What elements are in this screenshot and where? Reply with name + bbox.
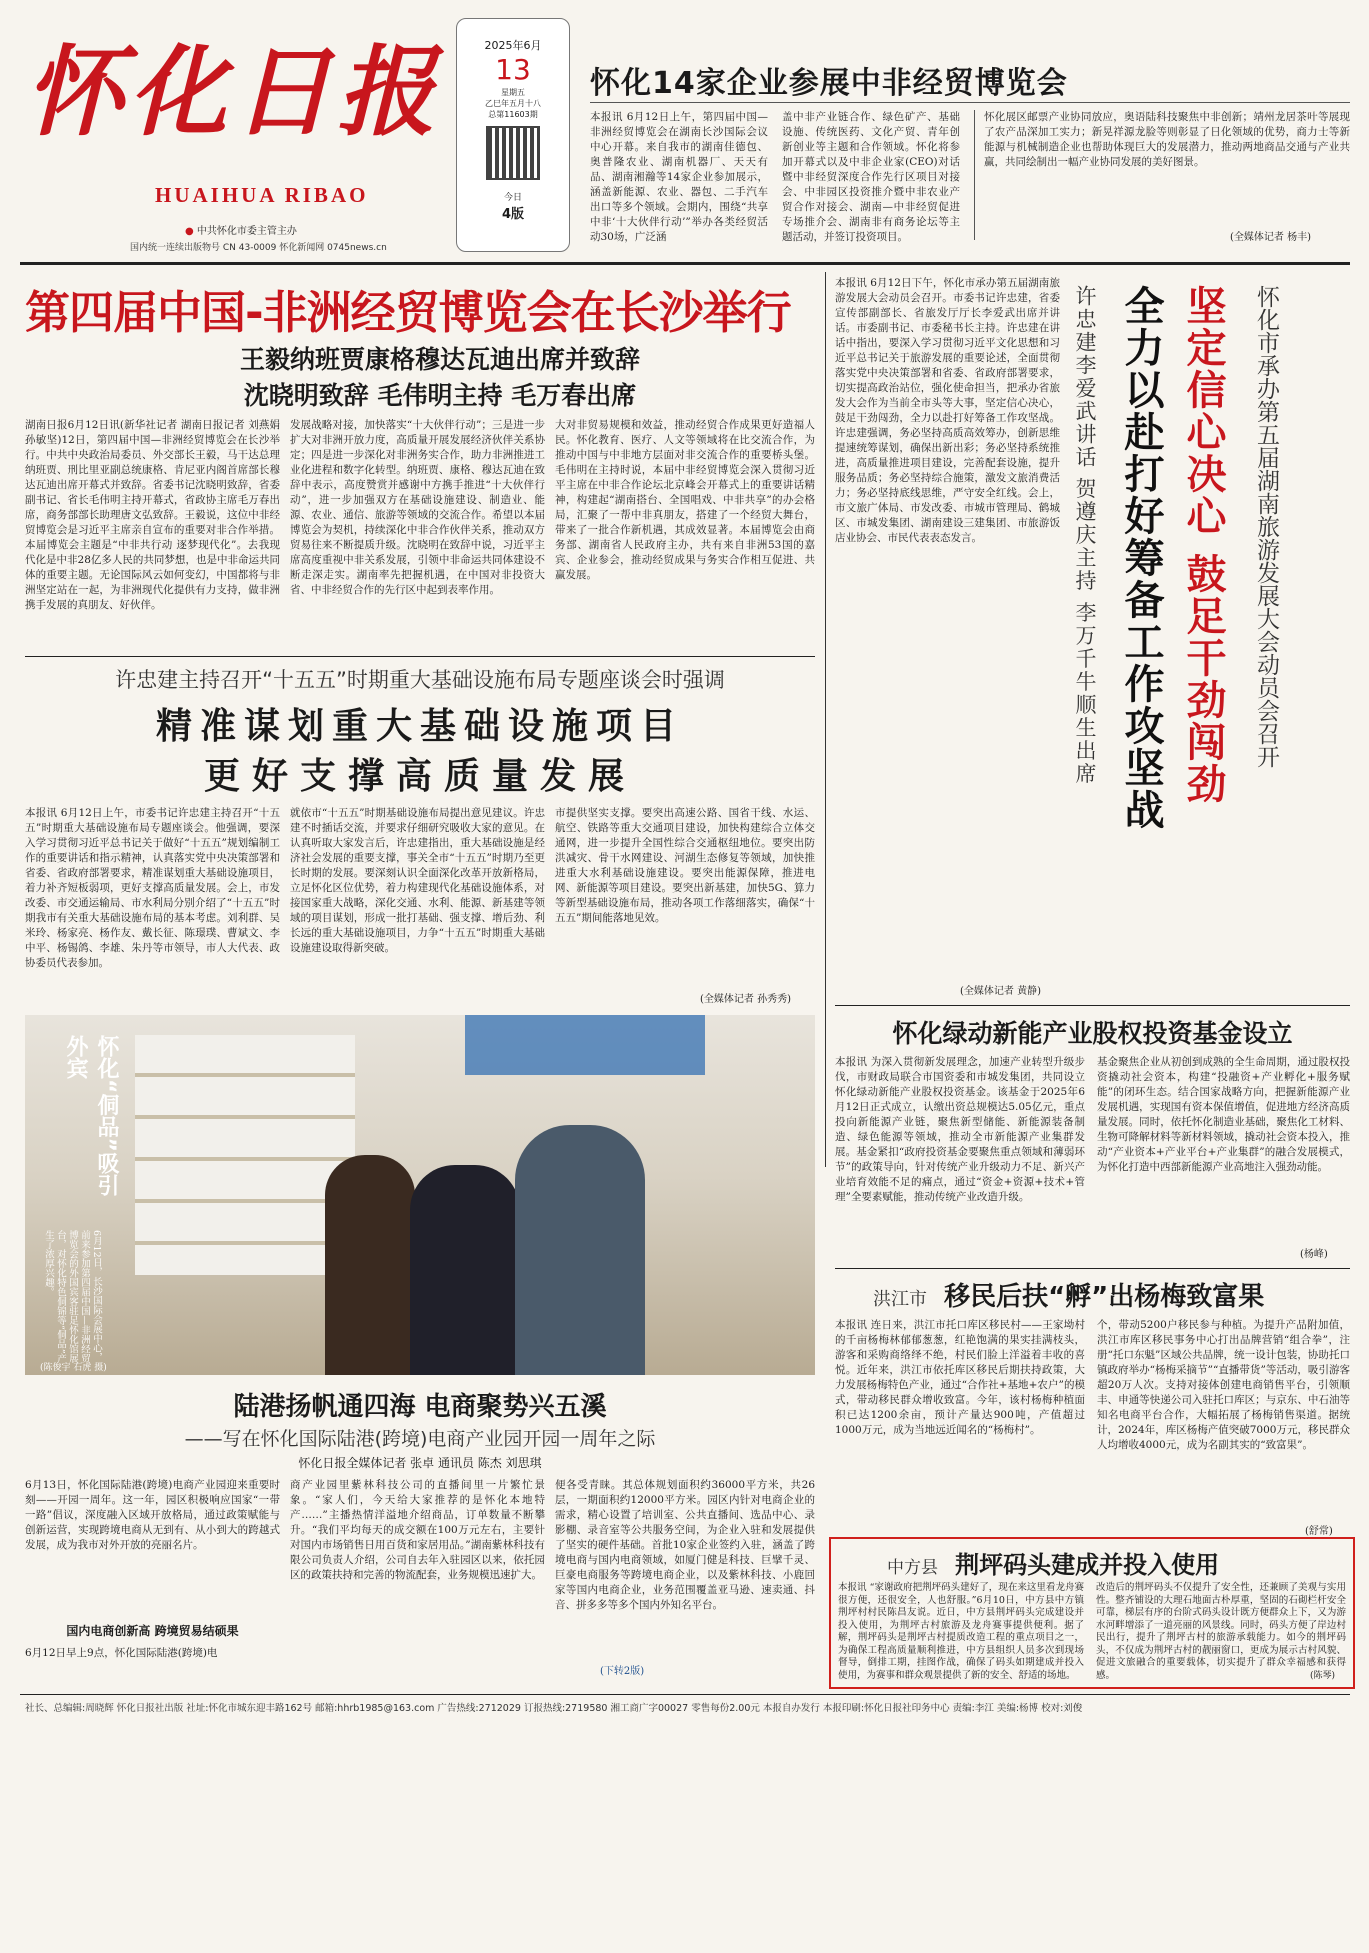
infra-headline-2: 更好支撑高质量发展	[203, 756, 636, 797]
migrant-kicker: 洪江市	[873, 1289, 927, 1310]
top-story-col2: 盖中非产业链合作、绿色矿产、基础设施、传统医药、文化产贸、青年创新创业等主题和合作领域。怀化将参加开幕式以及中非企业家(CEO)对话暨中非经贸深度合作先行区项目对接会、中非园区投资推介暨中非农业产贸合作对接会、湖南—中非经贸促进专场推介会、湖南非有商务论坛等主题活动，并签订投资项目。	[782, 111, 960, 243]
infra-col2: 就依市“十五五”时期基础设施布局提出意见建议。许忠建不时插话交流，并要求仔细研究吸收大家的意见。在认真听取大家发言后，许忠建指出，重大基础设施是经济社会发展的重要支撑，事关全市“十五五”时期乃至更长时期的发展。要深刻认识全面深化改革开放新格局，立足怀化区位优势，着力构建现代化基础设施体系，对接国家重大战略，深化交通、水利、能源、新基建等领域的项目谋划，形成一批打基础、强支撑、增后劲、利长远的重大基础设施项目，力争“十五五”时期重大基础设施建设取得新突破。	[290, 807, 545, 954]
photo-caption: 6月12日，长沙国际会展中心，前来参加第四届中国—非洲经贸博览会的外国宾客驻足怀化馆展台，对怀化特色侗锦等“侗品”产生了浓厚兴趣。	[43, 1230, 102, 1364]
date-pages: 4版	[501, 207, 525, 222]
migrant-byline: (舒常)	[1305, 1526, 1333, 1537]
side-story-body: 本报讯 6月12日下午，怀化市承办第五届湖南旅游发展大会动员会召开。市委书记许忠建，省委宣传部副部长、省旅发厅厅长李爱武出席并讲话。市委副书记、市委秘书长主持。许忠建在讲话中指出，要深入学习贯彻习近平文化思想和习近平总书记关于旅游发展的重要论述，全面贯彻落实党中央决策部署和省委、省政府部署要求，切实提高政治站位，强化使命担当，把承办省旅发大会作为当前全市头等大事，坚定信心决心，鼓足干劲闯劲，全力以赴打好筹备工作攻坚战。许忠建强调，务必坚持高质高效筹办，创新思维提速统筹谋划，确保出新出彩；务必坚持系统推进，高质量推进项目建设，完善配套设施，提升服务品质；务必坚持综合施策，激发文旅消费活力；务必坚持底线思维，严守安全红线。会上，市文旅广体局、市发改委、市城市管理局、鹤城区、市城发集团、湖南建设三建集团、市旅游饭店业协会、市民代表表态发言。	[835, 277, 1060, 544]
fund-byline: (杨峰)	[1300, 1249, 1328, 1260]
lead-subhead-2: 沈晓明致辞 毛伟明主持 毛万春出席	[243, 381, 637, 410]
ecommerce-byline-top: 怀化日报全媒体记者 张卓 通讯员 陈杰 刘思琪	[298, 1456, 542, 1470]
date-issue: 总第11603期	[488, 110, 538, 119]
date-today-label: 今日	[503, 193, 522, 203]
infra-col3: 市提供坚实支撑。要突出高速公路、国省干线、水运、航空、铁路等重大交通项目建设，加快构建综合立体交通网，进一步提升全国性综合交通枢纽地位。要突出防洪减灾、骨干水网建设、河湖生态修复等领域，加快推进重大水利基础设施建设。要突出能源保障，推进电网、新能源等项目建设。要突出新基建，加快5G、算力等新型基础设施布局，推动各项工作落细落实，确保“十五五”期间能落地见效。	[555, 807, 815, 924]
fund-headline: 怀化绿动新能产业股权投资基金设立	[892, 1019, 1293, 1048]
lead-col2: 发展战略对接，加快落实“十大伙伴行动”；三是进一步扩大对非洲开放力度，高质量开展发展经济伙伴关系协定；四是进一步深化对非洲务实合作，助力非洲推进工业化进程和数字化转型。纳班贾、康格、穆达瓦迪在致辞中表示，高度赞赏并感谢中方携手推进“十大伙伴行动”，进一步加强双方在基础设施建设、制造业、能源、农业、通信、旅游等领域的交流合作。希望以本届博览会为契机，持续深化中非合作伙伴关系，推动双方贸易往来不断提质升级。沈晓明在致辞中说，习近平主席高度重视中非关系发展，引领中非命运共同体建设不断走深走实。湖南率先把握机遇，在中国对非投资大省、中非经贸合作的先行区中起到表率作用。	[290, 419, 545, 596]
migrant-headline: 移民后扶“孵”出杨梅致富果	[944, 1282, 1265, 1312]
migrant-headline-row	[835, 1276, 1350, 1313]
ecommerce-continued-link[interactable]: (下转2版)	[600, 1666, 645, 1677]
top-story-headline: 怀化14家企业参展中非经贸博览会	[590, 66, 1068, 101]
infra-byline: (全媒体记者 孙秀秀)	[700, 994, 791, 1005]
side-story-persons: 许忠建李爱武讲话 贺遵庆主持 李万千牛顺生出席	[1073, 285, 1097, 786]
photo-shelf-graphic	[135, 1035, 355, 1275]
ecommerce-headline: 陆港扬帆通四海 电商聚势兴五溪	[233, 1392, 607, 1422]
ecommerce-col3: 便各受青睐。其总体规划面积约36000平方米，共26层，一期面积约12000平方米。园区内针对电商企业的需求，精心设置了培训室、公共直播间、选品中心、录影棚、录音室等公共服务空间，为企业入驻和发展提供了坚实的硬件基础。首批10家企业签约入驻，涵盖了跨境电商与国内电商领域，如厦门健是科技、巨擘千灵、巨豪电商服务等跨境电商企业，以及紫林科技、小鹿回家等国内电商企业，业务范围覆盖亚马逊、速卖通、抖音、拼多多等多个国内外知名平台。	[555, 1479, 815, 1611]
masthead-sponsor	[185, 222, 445, 237]
ecommerce-col1-cont: 6月12日早上9点，怀化国际陆港(跨境)电	[25, 1647, 218, 1659]
date-box	[456, 18, 570, 252]
dock-col2: 改造后的荆坪码头不仅提升了安全性，还兼顾了美观与实用性。整齐铺设的大理石地面古朴厚重，坚固的石砌栏杆安全可靠，梯层有序的台阶式码头设计既方便群众上下，又为游水河畔增添了一道亮丽的风景线。同时，码头方便了岸边村民出行，提升了荆坪古村的旅游承载能力。如今的荆坪码头，不仅成为荆坪古村的靓丽窗口，更成为展示古村风貌、促进文旅融合的重要载体，切实提升了群众幸福感和获得感。	[1096, 1582, 1346, 1681]
fund-col2: 基金聚焦企业从初创到成熟的全生命周期，通过股权投资撬动社会资本，构建“投融资+产业孵化+服务赋能”的闭环生态。结合国家战略方向，把握新能源产业发展机遇，实现国有资本保值增值，促进地方经济高质量发展。同时，依托怀化制造业基础，聚焦化工材料、生物可降解材料等新材料领域，撬动社会资本投入，推动“产业资本+产业平台+产业集群”的融合发展模式，为怀化打造中西部新能源产业高地注入强劲动能。	[1097, 1056, 1350, 1173]
top-story-byline: (全媒体记者 杨丰)	[1230, 232, 1311, 243]
side-story-headline-2: 全力以赴打好筹备工作攻坚战	[1118, 285, 1164, 831]
party-emblem-icon: ●	[185, 226, 194, 237]
dock-kicker: 中方县	[887, 1558, 938, 1578]
masthead-title: 怀化日报	[25, 35, 442, 150]
fund-col1: 本报讯 为深入贯彻新发展理念，加速产业转型升级步伐，市财政局联合市国资委和市城发集团，共同设立怀化绿动新能产业股权投资基金。该基金于2025年6月12日正式成立，认缴出资总规模达5.05亿元，重点投向新能源产业链，聚焦新型储能、新能源装备制造、绿色能源等领域，推动全市新能源产业集群发展。基金紧扣“政府投资基金要聚焦重点领域和薄弱环节”的政策导向，针对传统产业升级动力不足、新兴产业培育效能不足的痛点，通过“资金+资源+技术+管理”全要素赋能，推动传统产业改造升级。	[835, 1056, 1085, 1203]
side-story-headline-1: 坚定信心决心 鼓足干劲闯劲	[1180, 285, 1226, 805]
infra-headline-1: 精准谋划重大基础设施项目	[155, 706, 684, 747]
lead-subhead-1: 王毅纳班贾康格穆达瓦迪出席并致辞	[239, 345, 640, 374]
photo-frame	[25, 1015, 815, 1375]
dock-headline: 荆坪码头建成并投入使用	[955, 1551, 1220, 1579]
infra-kicker: 许忠建主持召开“十五五”时期重大基础设施布局专题座谈会时强调	[115, 668, 725, 692]
ecommerce-subhead: ——写在怀化国际陆港(跨境)电商产业园开园一周年之际	[184, 1428, 656, 1450]
ecommerce-col1: 6月13日，怀化国际陆港(跨境)电商产业园迎来重要时刻——开园一周年。这一年，园区积极响应国家“一带一路”倡议，深度融入区域开放格局，通过政策赋能与创新运营，实现跨境电商从无到有、从小到大的跨越式发展，成为我市对外开放的亮丽名片。	[25, 1479, 280, 1551]
dock-byline: (陈琴)	[1310, 1671, 1336, 1681]
photo-credit: (陈俊宇 石虎 摄)	[40, 1363, 107, 1373]
dock-headline-row	[835, 1545, 1350, 1580]
sponsor-text: 中共怀化市委主管主办	[196, 226, 297, 237]
photo-banner-graphic	[465, 1015, 705, 1075]
ecommerce-col2: 商产业园里紫林科技公司的直播间里一片繁忙景象。“家人们，今天给大家推荐的是怀化本地特产……”主播热情洋溢地介绍商品，订单数量不断攀升。“我们平均每天的成交额在100万元左右，主要针对国内市场销售日用百货和家居用品。”湖南紫林科技有限公司负责人介绍，公司自去年入驻园区以来，依托园区的政策扶持和完善的物流配套，业务规模迅速扩大。	[290, 1479, 545, 1581]
dock-col1: 本报讯 “家谢政府把荆坪码头建好了，现在来这里看龙舟赛很方便，还很安全，人也舒服。”6月10日，中方县中方镇荆坪村村民陈昌友说。近日，中方县荆坪码头完成建设并投入使用，为荆坪古村旅游及龙舟赛事提供便利。据了解，荆坪码头是荆坪古村提质改造工程的重点项目之一，为确保工程高质量顺利推进，中方县组织人员多次到现场督导，倒排工期，挂图作战，确保了码头如期建成并投入使用，为赛事和群众观景提供了新的安全、舒适的场地。	[838, 1582, 1084, 1681]
date-day: 13	[495, 53, 531, 86]
qr-code-icon	[486, 126, 540, 180]
ecommerce-col1-subhead: 国内电商创新高 跨境贸易结硕果	[66, 1624, 239, 1638]
infra-col1: 本报讯 6月12日上午，市委书记许忠建主持召开“十五五”时期重大基础设施布局专题座谈会。他强调，要深入学习贯彻习近平总书记关于做好“十五五”规划编制工作的重要讲话和指示精神，认真落实党中央决策部署和省委、省政府部署要求，精准谋划重大基础设施项目，着力补齐短板弱项，更好支撑高质量发展。会上，市发改委、市交通运输局、市水利局分别介绍了“十五五”时期我市有关重大基础设施布局的基本考虑。刘利群、吴米玲、杨家亮、杨作友、戴长征、陈璟璞、曹斌文、李中平、杨锡鸽、李雄、朱丹等市领导，市人大代表、政协委员代表参加。	[25, 807, 280, 969]
migrant-col2: 个，带动5200户移民参与种植。为提升产品附加值，洪江市库区移民事务中心打出品牌营销“组合拳”，注册“托口东魁”区域公共品牌，统一设计包装，协助托口镇政府举办“杨梅采摘节”“直播带货”等活动，吸引游客超20万人次。支持对接体创建电商销售平台，引领顺丰、申通等快递公司入驻托口库区；与京东、中石油等知名电商平台合作，大幅拓展了杨梅销售渠道。据统计，2024年，库区杨梅产值突破7000万元，移民群众人均增收4000元，成为名副其实的“致富果”。	[1097, 1319, 1350, 1451]
date-weekday: 星期五	[501, 88, 525, 97]
top-story-col1: 本报讯 6月12日上午，第四届中国—非洲经贸博览会在湖南长沙国际会议中心开幕。来自我市的湖南佳德包、奥普隆农业、湖南机器厂、天天有品、湖南湘瀚等14家企业参加展示，涵盖新能源、农业、器包、二手汽车出口等多个领域。会期内，围绕“共享中非‘十大伙伴行动’”举办各类经贸活动30场，广泛涵	[590, 111, 768, 243]
photo-person-center	[410, 1165, 520, 1375]
side-story-byline: (全媒体记者 黄静)	[960, 986, 1041, 997]
masthead-license: 国内统一连续出版物号 CN 43-0009 怀化新闻网 0745news.cn	[130, 243, 387, 253]
lead-headline: 第四届中国-非洲经贸博览会在长沙举行	[25, 286, 791, 339]
lead-col1: 湖南日报6月12日讯(新华社记者 湖南日报记者 刘燕娟 孙敏坚)12日，第四届中国—非洲经贸博览会在长沙举行。中共中央政治局委员、外交部长王毅，马干达总理纳班贾、刑比里亚副总统康格、肯尼亚内阁首席部长穆达瓦迪出席开幕式并致辞。省委书记沈晓明致辞，省委副书记、省长毛伟明主持开幕式，省政协主席毛万春出席，商务部部长助理唐文弘致辞。王毅说，这位中非经贸博览会是习近平主席亲自宣布的重要对非合作举措。本届博览会主题是“中非共行动 逐梦现代化”。去我现代化是中非28亿多人民的共同梦想，也是中非命运共同体的重要主题。无论国际风云如何变幻，中国都将与非洲坚定站在一起，为非洲现代化提供有力支持，做非洲携手发展的真朋友、好伙伴。	[25, 419, 280, 611]
top-story-col3: 怀化展区邮票产业协同放应，奥语陆科技聚焦中非创新；靖州龙居茶叶等展现了农产品深加工实力；新晃祥源龙脸等则彰显了日化领域的优势，商力士等新能源与机械制造企业也帮助体现巨大的发展潜力，推动两地商品交通与产业共赢，共同绘制出一幅产业协同发展的美好图景。	[984, 111, 1350, 168]
photo-caption-title: 怀化“侗品”吸引外宾	[63, 1035, 119, 1196]
photo-person-left	[325, 1155, 415, 1375]
migrant-col1: 本报讯 连日来，洪江市托口库区移民村——王家坳村的千亩杨梅林郁郁葱葱，红艳饱满的果实挂满枝头，游客和采购商络绎不绝，村民们脸上洋溢着丰收的喜悦。近年来，洪江市依托库区移民后期扶持政策，大力发展杨梅特色产业，通过“合作社+基地+农户”的模式，带动移民群众增收致富。今年，该村杨梅种植面积已达1200余亩，预计产量达900吨，产值超过1000万元，成为当地远近闻名的“杨梅村”。	[835, 1319, 1085, 1436]
footer-info: 社长、总编辑:周晓辉 怀化日报社出版 社址:怀化市城东迎丰路162号 邮箱:hhrb1985@163.com 广告热线:2712029 订报热线:2719580 湘工商广字00027 零售每份2.00元 本报自办发行 本报印刷:怀化日报社印务中心 责编:李江 美编:杨博 校对:刘俊	[25, 1703, 1083, 1714]
masthead-pinyin: HUAIHUA RIBAO	[155, 183, 369, 207]
side-story-kicker: 怀化市承办第五届湖南旅游发展大会动员会召开	[1253, 285, 1279, 768]
date-year-month: 2025年6月	[484, 39, 542, 52]
date-lunar: 乙巳年五月十八	[485, 99, 541, 108]
photo-person-right	[515, 1125, 645, 1375]
lead-col3: 大对非贸易规模和效益，推动经贸合作成果更好造福人民。怀化教育、医疗、人文等领域将在比交流合作，为推动中国与中非地方层面对非交流合作的重要桥头堡。毛伟明在主持时说，本届中非经贸博览会深入贯彻习近平主席在中非合作论坛北京峰会开幕式上的重要讲话精神，构建起“湖南搭台、全国唱戏、中非共享”的办会格局，汇聚了一帮中非真朋友，搭建了一个经贸大舞台，带来了一批合作新机遇，其成效显著。本届博览会由商务部、湖南省人民政府主办，共有来自非洲53国的嘉宾、企业参会，推动经贸成果与务实合作相互促进、共赢发展。	[555, 419, 815, 581]
